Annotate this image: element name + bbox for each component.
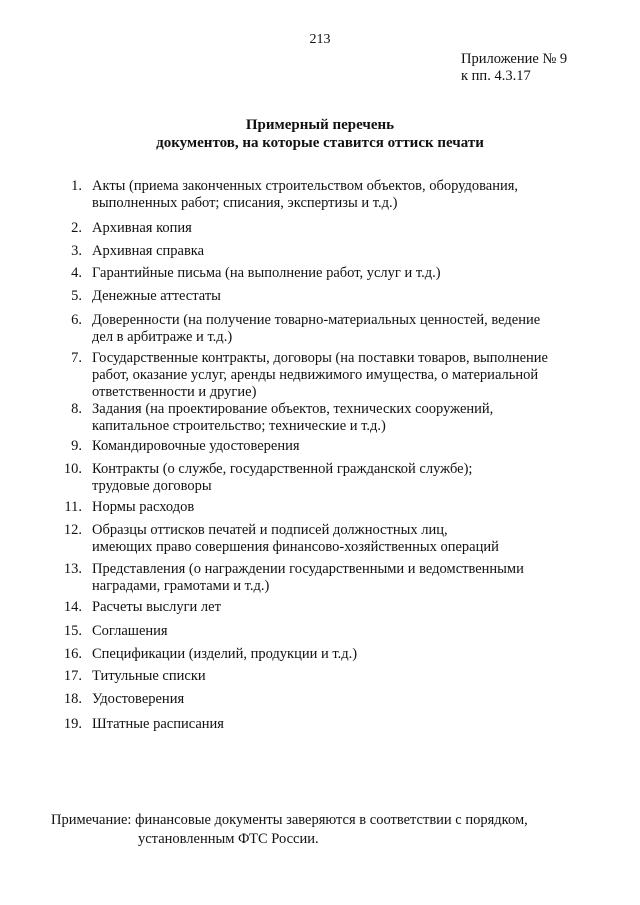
item-text: Командировочные удостоверения (92, 438, 300, 454)
item-text: Архивная справка (92, 243, 205, 259)
item-number: 12. (63, 522, 82, 538)
item-number: 2. (71, 220, 82, 236)
item-number: 19. (63, 716, 82, 732)
item-number: 6. (71, 312, 82, 328)
footnote (51, 811, 528, 849)
item-text: Задания (на проектирование объектов, технических сооружений, (92, 401, 494, 417)
item-number: 14. (63, 599, 82, 615)
item-number: 8. (71, 401, 82, 417)
item-text: Расчеты выслуги лет (92, 599, 221, 615)
item-text: наградами, грамотами и т.д.) (92, 578, 270, 594)
item-number: 4. (71, 265, 82, 281)
item-text: имеющих право совершения финансово-хозяйственных операций (92, 539, 499, 555)
item-text: Гарантийные письма (на выполнение работ, услуг и т.д.) (92, 265, 441, 281)
item-number: 9. (71, 438, 82, 454)
item-text: Удостоверения (92, 691, 185, 707)
item-text: Контракты (о службе, государственной гражданской службе); (92, 461, 473, 477)
item-text: ответственности и другие) (92, 384, 257, 400)
item-text: Акты (приема законченных строительством объектов, оборудования, (92, 178, 519, 194)
item-number: 15. (63, 623, 82, 639)
item-text: трудовые договоры (92, 478, 212, 494)
item-text: Титульные списки (92, 668, 206, 684)
title-line-1: Примерный перечень (245, 117, 395, 133)
item-text: Государственные контракты, договоры (на поставки товаров, выполнение (92, 350, 548, 366)
appendix-number: Приложение № 9 (461, 51, 568, 67)
item-text: дел в арбитраже и т.д.) (92, 329, 233, 345)
item-number: 3. (71, 243, 82, 259)
item-text: Соглашения (92, 623, 168, 639)
footnote-line-2: установленным ФТС России. (138, 831, 319, 847)
item-text: Спецификации (изделий, продукции и т.д.) (92, 646, 358, 662)
item-number: 13. (63, 561, 82, 577)
item-number: 11. (64, 499, 82, 515)
item-text: Образцы оттисков печатей и подписей должностных лиц, (92, 522, 448, 538)
item-text: Представления (о награждении государственными и ведомственными (92, 561, 524, 577)
footnote-line-1: Примечание: финансовые документы заверяются в соответствии с порядком, (51, 812, 528, 828)
appendix-reference (461, 51, 567, 85)
item-text: работ, оказание услуг, аренды недвижимого имущества, о материальной (92, 367, 539, 383)
item-text: Архивная копия (92, 220, 192, 236)
title-line-2: документов, на которые ставится оттиск печати (156, 135, 484, 151)
item-number: 10. (63, 461, 82, 477)
item-number: 17. (63, 668, 82, 684)
item-text: Денежные аттестаты (92, 288, 221, 304)
item-text: Доверенности (на получение товарно-материальных ценностей, ведение (92, 312, 541, 328)
item-text: Нормы расходов (92, 499, 195, 515)
item-number: 18. (63, 691, 82, 707)
document-title (0, 116, 640, 152)
page-number: 213 (309, 32, 331, 47)
item-number: 5. (71, 288, 82, 304)
appendix-clause: к пп. 4.3.17 (461, 68, 531, 84)
item-text: выполненных работ; списания, экспертизы и т.д.) (92, 195, 398, 211)
item-number: 16. (63, 646, 82, 662)
item-number: 1. (71, 178, 82, 194)
item-text: капитальное строительство; технические и т.д.) (92, 418, 386, 434)
item-text: Штатные расписания (92, 716, 224, 732)
item-number: 7. (71, 350, 82, 366)
